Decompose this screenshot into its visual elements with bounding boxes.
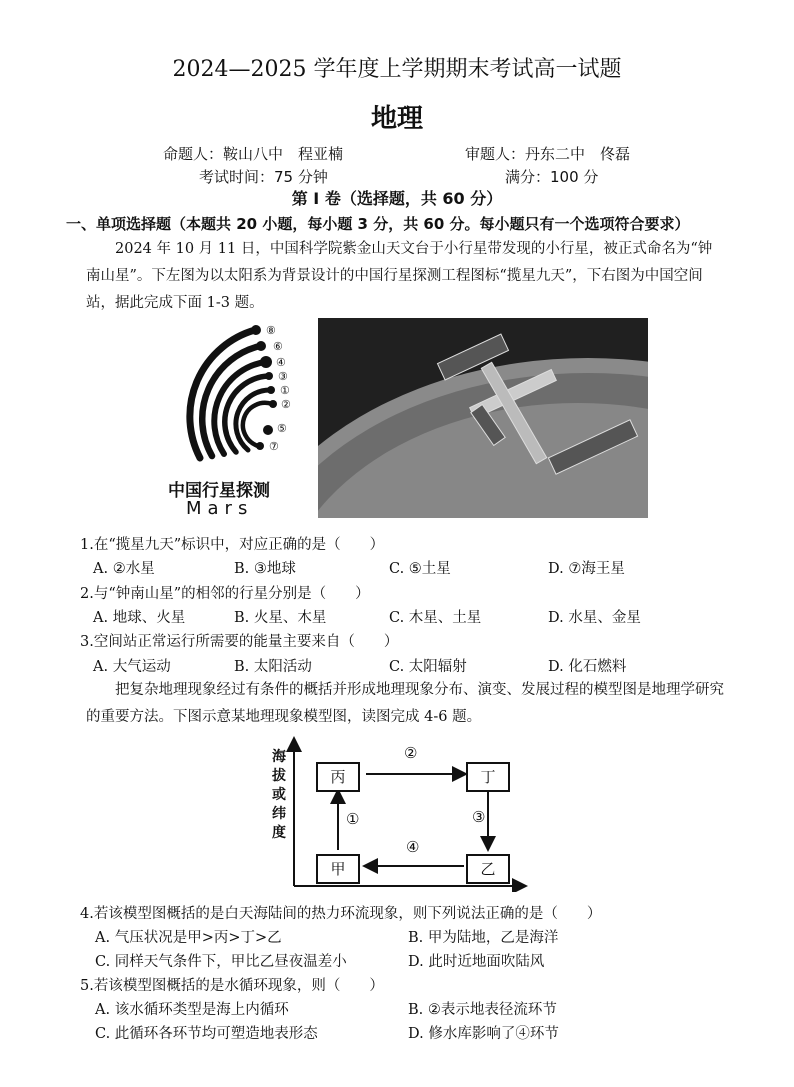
question-2-option-b[interactable]: B. 火星、木星	[234, 610, 327, 626]
question-3-option-a[interactable]: A. 大气运动	[93, 659, 171, 675]
intro-paragraph-1: 2024 年 10 月 11 日，中国科学院紫金山天文台于小行星带发现的小行星，被正式命名为“钟南山星”。下左图为以太阳系为背景设计的中国行星探测工程图标“揽星九天”，下右图为中国空间站，据此完成下面 1-3 题。	[86, 241, 713, 311]
logo-num-4: ④	[276, 356, 286, 369]
diagram-y-label: 海拔或纬度	[272, 749, 286, 841]
logo-num-8: ⑧	[266, 324, 276, 337]
question-3-stem: 3.空间站正常运行所需要的能量主要来自（ ）	[80, 634, 399, 650]
question-1-option-a[interactable]: A. ②水星	[93, 561, 155, 577]
question-4-option-b[interactable]: B. 甲为陆地，乙是海洋	[408, 930, 559, 946]
logo-text-cn: 中国行星探测	[168, 481, 270, 501]
logo-num-1: ①	[280, 384, 290, 397]
section-title: 第 Ⅰ 卷（选择题，共 60 分）	[291, 189, 503, 208]
arrow-label-3: ③	[472, 808, 486, 826]
arrow-label-4: ④	[406, 838, 420, 856]
intro-paragraph-2: 把复杂地理现象经过有条件的概括并形成地理现象分布、演变、发展过程的模型图是地理学研究的重要方法。下图示意某地理现象模型图，读图完成 4-6 题。	[86, 682, 724, 725]
question-3-option-d[interactable]: D. 化石燃料	[548, 659, 627, 675]
arrow-label-2: ②	[404, 744, 418, 762]
node-jia: 甲	[316, 854, 360, 884]
question-4-option-c[interactable]: C. 同样天气条件下，甲比乙昼夜温差小	[95, 954, 347, 970]
logo-num-2: ②	[281, 398, 291, 411]
node-bing: 丙	[316, 762, 360, 792]
subject-title: 地理	[370, 104, 423, 134]
question-1-option-b[interactable]: B. ③地球	[234, 561, 296, 577]
space-station-photo	[318, 318, 648, 518]
logo-num-5: ⑤	[277, 422, 287, 435]
node-ding: 丁	[466, 762, 510, 792]
question-3-option-c[interactable]: C. 太阳辐射	[389, 659, 467, 675]
question-4-option-a[interactable]: A. 气压状况是甲>丙>丁>乙	[95, 930, 282, 946]
exam-title: 2024—2025 学年度上学期期末考试高一试题	[172, 57, 622, 82]
question-4-option-d[interactable]: D. 此时近地面吹陆风	[408, 954, 545, 970]
question-4-stem: 4.若该模型图概括的是白天海陆间的热力环流现象，则下列说法正确的是（ ）	[80, 906, 602, 922]
question-1-stem: 1.在“揽星九天”标识中，对应正确的是（ ）	[80, 537, 385, 553]
question-5-stem: 5.若该模型图概括的是水循环现象，则（ ）	[80, 978, 384, 994]
question-1-option-d[interactable]: D. ⑦海王星	[548, 561, 625, 577]
question-3-option-b[interactable]: B. 太阳活动	[234, 659, 312, 675]
part1-heading: 一、单项选择题（本题共 20 小题，每小题 3 分，共 60 分。每小题只有一个选项符合要求）	[66, 215, 690, 233]
question-5-option-c[interactable]: C. 此循环各环节均可塑造地表形态	[95, 1026, 318, 1042]
logo-num-3: ③	[278, 370, 288, 383]
logo-num-7: ⑦	[269, 440, 279, 453]
planet-exploration-logo	[160, 318, 310, 518]
reviewer-label: 审题人：丹东二中 佟磊	[465, 145, 631, 163]
question-5-option-a[interactable]: A. 该水循环类型是海上内循环	[95, 1002, 289, 1018]
time-label: 考试时间：75 分钟	[199, 168, 328, 186]
question-1-option-c[interactable]: C. ⑤土星	[389, 561, 451, 577]
arrow-label-1: ①	[346, 810, 360, 828]
author-label: 命题人：鞍山八中 程亚楠	[163, 145, 344, 163]
node-yi: 乙	[466, 854, 510, 884]
question-5-option-d[interactable]: D. 修水库影响了④环节	[408, 1026, 559, 1042]
logo-text-en: Mars	[186, 498, 254, 519]
space-station-icon	[318, 318, 648, 518]
question-2-option-d[interactable]: D. 水星、金星	[548, 610, 641, 626]
model-diagram	[268, 736, 528, 892]
question-2-stem: 2.与“钟南山星”的相邻的行星分别是（ ）	[80, 586, 370, 602]
question-5-option-b[interactable]: B. ②表示地表径流环节	[408, 1002, 557, 1018]
logo-num-6: ⑥	[273, 340, 283, 353]
question-2-option-c[interactable]: C. 木星、土星	[389, 610, 482, 626]
question-2-option-a[interactable]: A. 地球、火星	[93, 610, 186, 626]
score-label: 满分：100 分	[505, 168, 599, 186]
